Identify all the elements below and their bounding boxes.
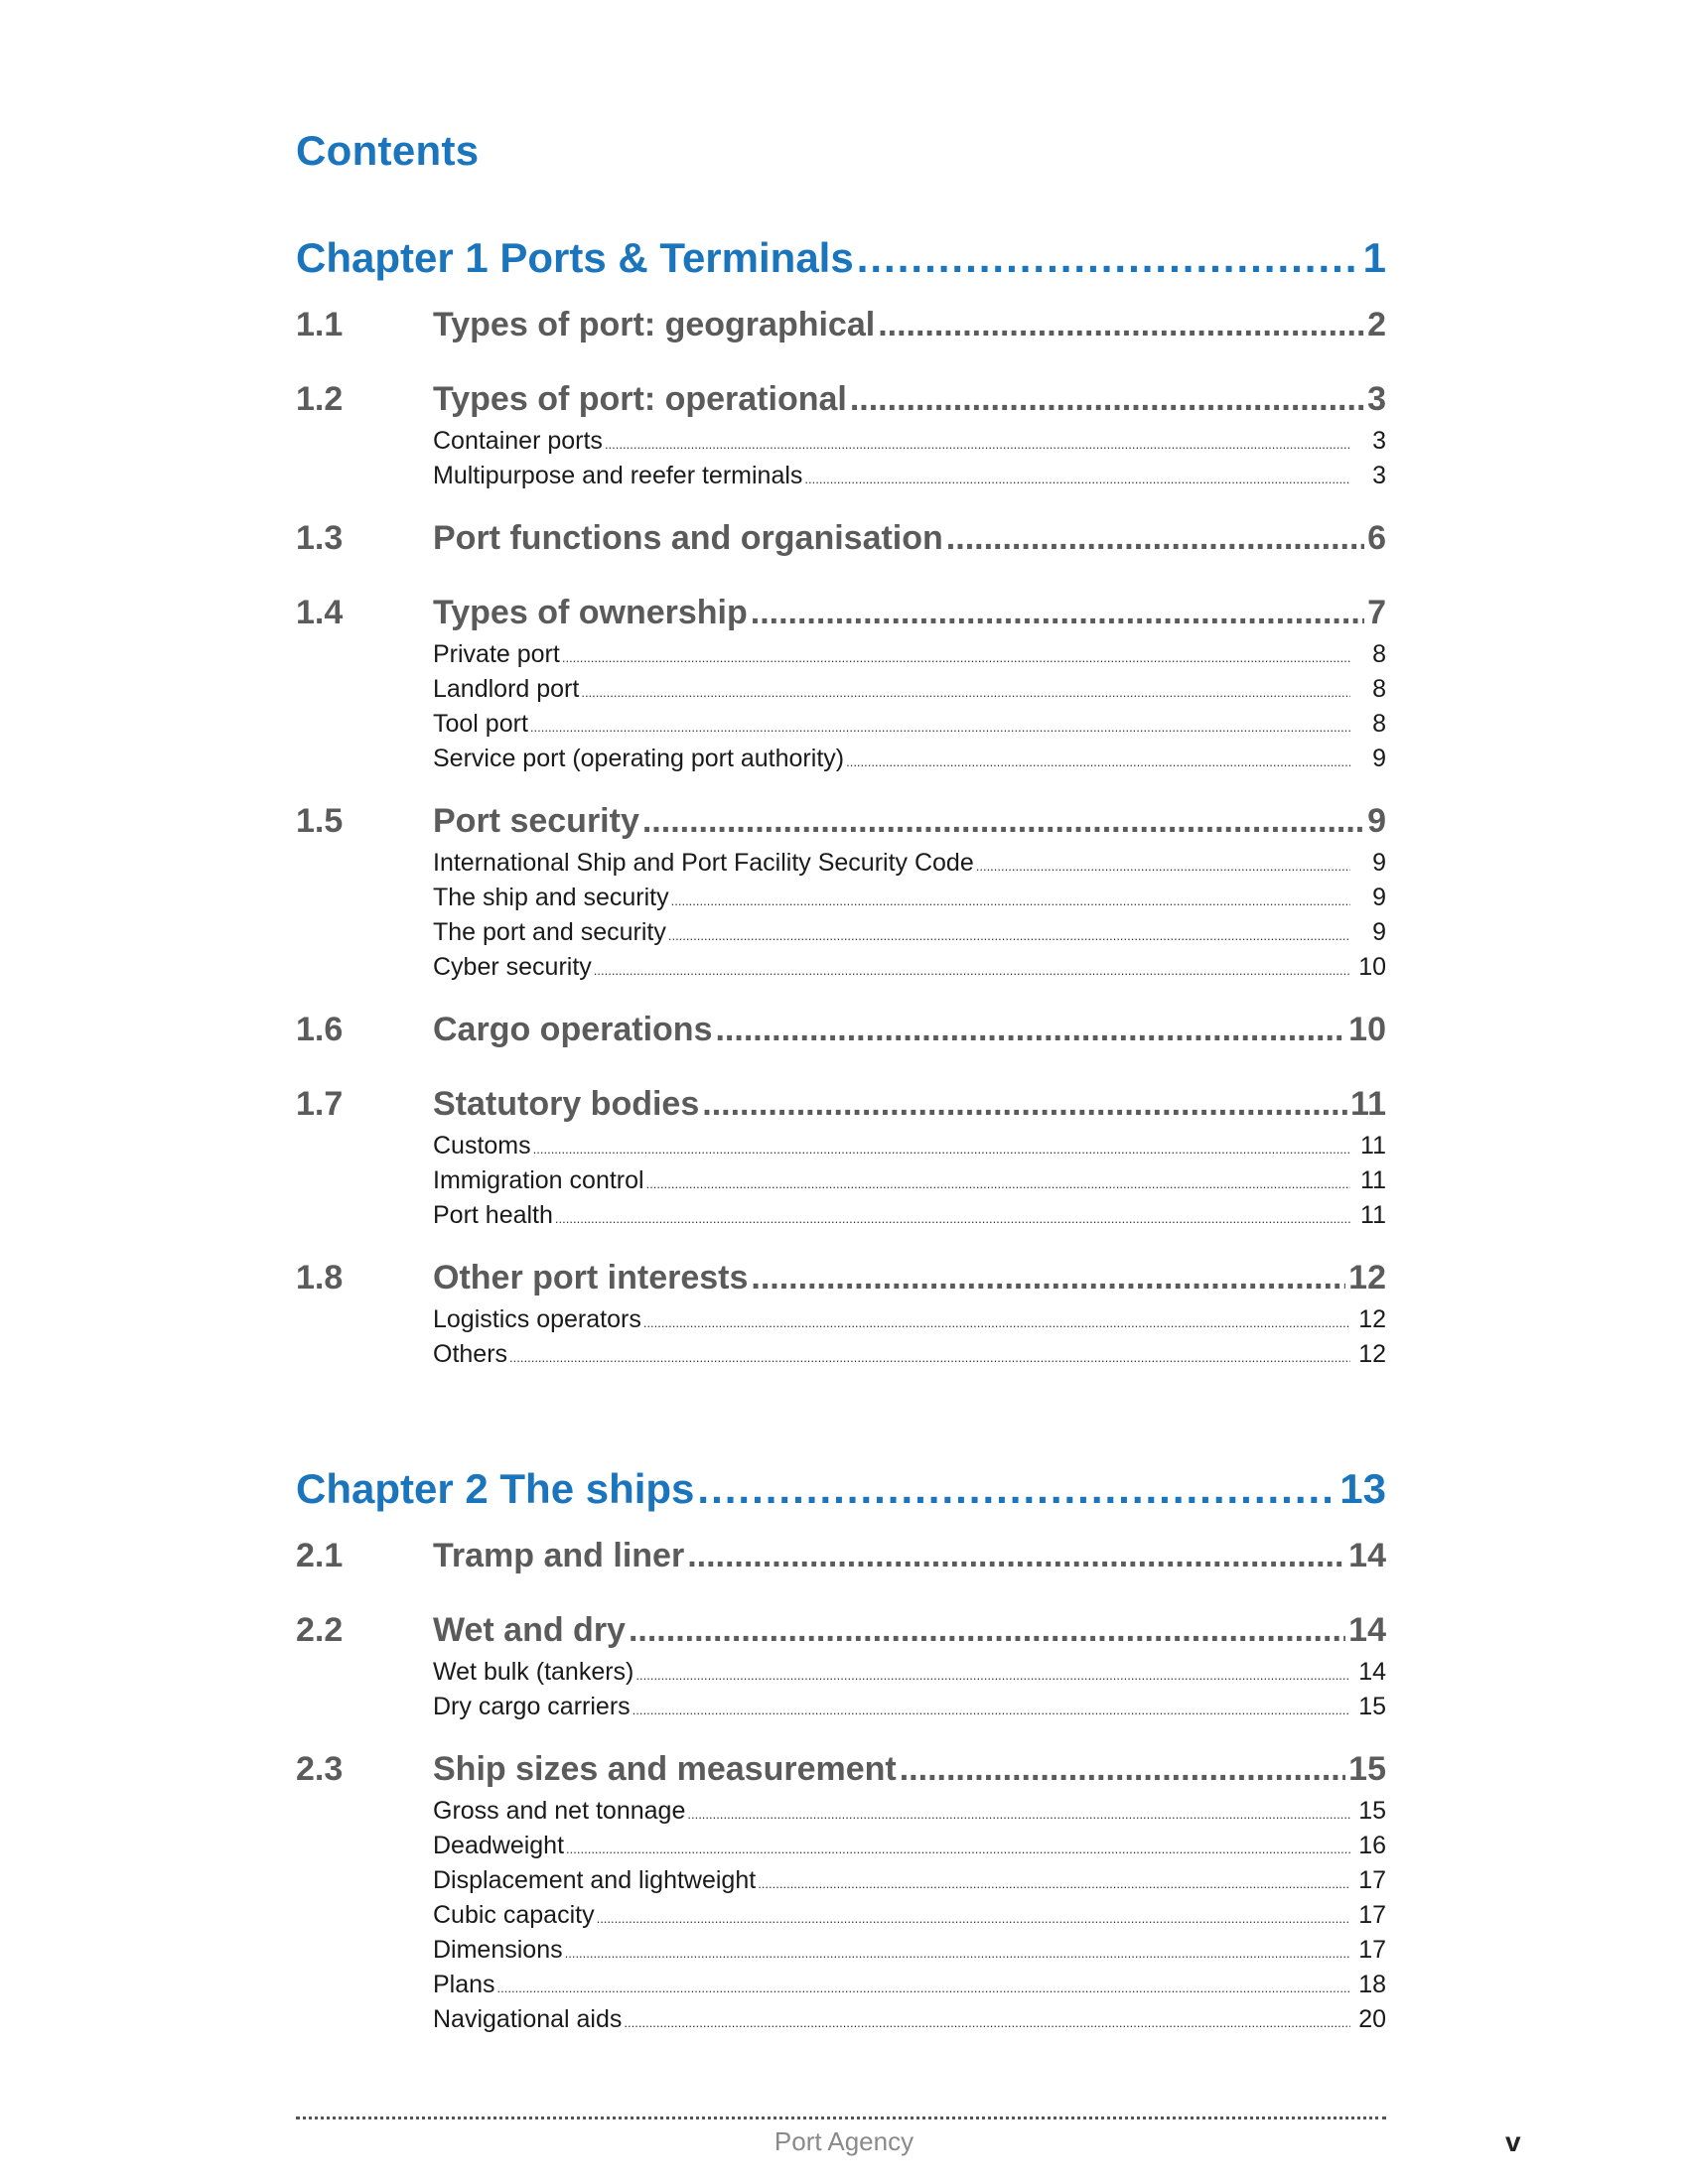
section-entry-title: Statutory bodies [433, 1085, 700, 1123]
section-number: 1.8 [296, 1259, 344, 1297]
subsection-entry-page: 17 [1358, 1936, 1386, 1964]
dot-leader [857, 234, 1360, 282]
section-number: 2.3 [296, 1750, 344, 1788]
subsection-entry-title: Customs [433, 1132, 531, 1160]
subsection-entry-title: Private port [433, 640, 560, 668]
subsection-entry-title: Container ports [433, 427, 603, 455]
subsection-entry-page: 18 [1358, 1971, 1386, 1998]
subsection-entry-page: 15 [1358, 1797, 1386, 1825]
subsection-entry[interactable] [433, 707, 1386, 745]
section-entry-page: 15 [1348, 1750, 1386, 1788]
subsection-entry-page: 3 [1372, 462, 1386, 489]
subsection-entry[interactable] [433, 459, 1386, 496]
section-entry-title: Port functions and organisation [433, 519, 943, 557]
subsection-entry-title: Multipurpose and reefer terminals [433, 462, 803, 489]
subsection-entry-title: Cubic capacity [433, 1901, 595, 1929]
subsection-entry[interactable] [433, 881, 1386, 918]
footer-title: Port Agency [774, 2126, 914, 2156]
dot-leader [671, 884, 1350, 918]
subsection-entry-page: 8 [1372, 710, 1386, 738]
dot-leader [850, 380, 1364, 419]
subsection-entry[interactable] [433, 672, 1386, 710]
subsection-entry[interactable] [433, 846, 1386, 884]
dot-leader [715, 1011, 1345, 1049]
subsection-entry-title: Others [433, 1340, 508, 1368]
subsection-entry[interactable] [433, 950, 1386, 988]
subsection-entry[interactable] [433, 1933, 1386, 1971]
dot-leader [751, 594, 1364, 632]
section-entry-title: Tramp and liner [433, 1537, 685, 1574]
subsection-entry-page: 9 [1372, 849, 1386, 877]
section-entry-page: 14 [1348, 1611, 1386, 1649]
subsection-entry[interactable] [433, 2002, 1386, 2040]
section-number: 2.1 [296, 1537, 344, 1574]
section-entry[interactable] [433, 1537, 1386, 1575]
subsection-entry-title: Landlord port [433, 675, 580, 703]
dot-leader [624, 2005, 1350, 2040]
subsection-entry-title: Deadweight [433, 1832, 565, 1859]
subsection-entry-page: 12 [1358, 1305, 1386, 1333]
subsection-entry-title: Logistics operators [433, 1305, 641, 1333]
section-entry[interactable] [433, 380, 1386, 419]
subsection-entry-title: The ship and security [433, 884, 669, 911]
dot-leader [635, 1658, 1350, 1693]
subsection-entry-title: Navigational aids [433, 2005, 623, 2033]
subsection-entry-page: 8 [1372, 640, 1386, 668]
dot-leader [846, 745, 1350, 779]
subsection-entry[interactable] [433, 1690, 1386, 1727]
dot-leader [751, 1259, 1345, 1297]
dot-leader [702, 1085, 1347, 1124]
section-entry[interactable] [433, 594, 1386, 632]
section-entry-title: Ship sizes and measurement [433, 1750, 897, 1788]
subsection-entry-page: 17 [1358, 1866, 1386, 1894]
section-entry-page: 14 [1348, 1537, 1386, 1574]
dot-leader [581, 675, 1350, 710]
dot-leader [900, 1750, 1345, 1789]
section-entry-page: 2 [1367, 306, 1386, 343]
section-entry-page: 10 [1348, 1011, 1386, 1048]
subsection-entry-page: 16 [1358, 1832, 1386, 1859]
section-entry-page: 7 [1367, 594, 1386, 631]
section-number: 1.4 [296, 594, 344, 631]
section-entry-title: Types of ownership [433, 594, 748, 631]
subsection-entry-page: 11 [1360, 1201, 1386, 1229]
dot-leader [497, 1971, 1350, 2005]
dot-leader [758, 1866, 1350, 1901]
dot-leader [629, 1611, 1345, 1650]
subsection-entry-title: Displacement and lightweight [433, 1866, 757, 1894]
dot-leader [566, 1832, 1350, 1866]
subsection-entry[interactable] [433, 742, 1386, 779]
chapter-entry[interactable] [296, 1465, 1386, 1513]
section-entry-page: 6 [1367, 519, 1386, 557]
subsection-entry-title: Cyber security [433, 953, 592, 981]
dot-leader [565, 1936, 1350, 1971]
dot-leader [605, 427, 1350, 462]
subsection-entry-page: 10 [1358, 953, 1386, 981]
section-entry[interactable] [433, 1011, 1386, 1049]
dot-leader [642, 802, 1364, 841]
section-number: 1.5 [296, 802, 344, 840]
subsection-entry-page: 11 [1360, 1166, 1386, 1194]
dot-leader [509, 1340, 1350, 1375]
subsection-entry-title: Dimensions [433, 1936, 563, 1964]
section-entry[interactable] [433, 1259, 1386, 1297]
page-title: Contents [296, 127, 480, 174]
subsection-entry-page: 14 [1358, 1658, 1386, 1686]
dot-leader [562, 640, 1350, 675]
section-number: 1.3 [296, 519, 344, 557]
dot-leader [533, 1132, 1350, 1166]
section-entry[interactable] [433, 306, 1386, 344]
subsection-entry-title: Port health [433, 1201, 553, 1229]
section-entry[interactable] [433, 1750, 1386, 1789]
subsection-entry-title: International Ship and Port Facility Security Code [433, 849, 974, 877]
subsection-entry-page: 20 [1358, 2005, 1386, 2033]
subsection-entry[interactable] [433, 1829, 1386, 1866]
subsection-entry[interactable] [433, 915, 1386, 953]
dot-leader [594, 953, 1350, 988]
subsection-entry-page: 9 [1372, 745, 1386, 772]
subsection-entry-page: 8 [1372, 675, 1386, 703]
subsection-entry-page: 12 [1358, 1340, 1386, 1368]
dot-leader [976, 849, 1350, 884]
subsection-entry[interactable] [433, 1129, 1386, 1166]
subsection-entry[interactable] [433, 1968, 1386, 2005]
dot-leader [878, 306, 1364, 344]
footer-divider [296, 2116, 1386, 2119]
subsection-entry[interactable] [433, 1302, 1386, 1340]
section-entry-title: Cargo operations [433, 1011, 713, 1048]
subsection-entry[interactable] [433, 1794, 1386, 1832]
dot-leader [687, 1537, 1345, 1575]
section-number: 1.6 [296, 1011, 344, 1048]
section-number: 1.1 [296, 306, 344, 343]
subsection-entry-page: 3 [1372, 427, 1386, 455]
chapter-entry-title: Chapter 2 The ships [296, 1465, 695, 1512]
section-number: 1.2 [296, 380, 344, 418]
dot-leader [633, 1693, 1350, 1727]
subsection-entry[interactable] [433, 1198, 1386, 1236]
dot-leader [597, 1901, 1350, 1936]
chapter-entry-page: 1 [1362, 234, 1386, 281]
subsection-entry-title: Service port (operating port authority) [433, 745, 845, 772]
dot-leader [687, 1797, 1350, 1832]
subsection-entry-title: Immigration control [433, 1166, 644, 1194]
subsection-entry-title: Tool port [433, 710, 528, 738]
subsection-entry-page: 9 [1372, 884, 1386, 911]
section-entry-page: 11 [1350, 1085, 1386, 1123]
subsection-entry-title: Dry cargo carriers [433, 1693, 631, 1720]
section-entry[interactable] [433, 519, 1386, 558]
subsection-entry-title: Plans [433, 1971, 495, 1998]
section-entry-page: 12 [1348, 1259, 1386, 1297]
subsection-entry-page: 9 [1372, 918, 1386, 946]
subsection-entry[interactable] [433, 424, 1386, 462]
section-number: 1.7 [296, 1085, 344, 1123]
chapter-entry-page: 13 [1339, 1465, 1386, 1512]
subsection-entry[interactable] [433, 637, 1386, 675]
subsection-entry-title: The port and security [433, 918, 666, 946]
section-entry-title: Other port interests [433, 1259, 749, 1297]
chapter-entry[interactable] [296, 234, 1386, 282]
dot-leader [804, 462, 1350, 496]
subsection-entry[interactable] [433, 1163, 1386, 1201]
section-number: 2.2 [296, 1611, 344, 1649]
section-entry-title: Port security [433, 802, 639, 840]
section-entry-title: Types of port: operational [433, 380, 847, 418]
subsection-entry-page: 17 [1358, 1901, 1386, 1929]
chapter-entry-title: Chapter 1 Ports & Terminals [296, 234, 854, 281]
subsection-entry-page: 15 [1358, 1693, 1386, 1720]
subsection-entry[interactable] [433, 1655, 1386, 1693]
dot-leader [646, 1166, 1350, 1201]
section-entry-page: 3 [1367, 380, 1386, 418]
section-entry[interactable] [433, 1611, 1386, 1650]
section-entry[interactable] [433, 1085, 1386, 1124]
dot-leader [697, 1465, 1336, 1513]
subsection-entry-page: 11 [1360, 1132, 1386, 1160]
section-entry-title: Types of port: geographical [433, 306, 876, 343]
dot-leader [643, 1305, 1350, 1340]
dot-leader [946, 519, 1364, 558]
subsection-entry[interactable] [433, 1898, 1386, 1936]
dot-leader [530, 710, 1350, 745]
subsection-entry-title: Gross and net tonnage [433, 1797, 686, 1825]
section-entry[interactable] [433, 802, 1386, 841]
subsection-entry-title: Wet bulk (tankers) [433, 1658, 634, 1686]
footer-page-number: v [1505, 2126, 1521, 2157]
section-entry-title: Wet and dry [433, 1611, 626, 1649]
dot-leader [555, 1201, 1350, 1236]
subsection-entry[interactable] [433, 1337, 1386, 1375]
subsection-entry[interactable] [433, 1863, 1386, 1901]
section-entry-page: 9 [1367, 802, 1386, 840]
dot-leader [668, 918, 1350, 953]
